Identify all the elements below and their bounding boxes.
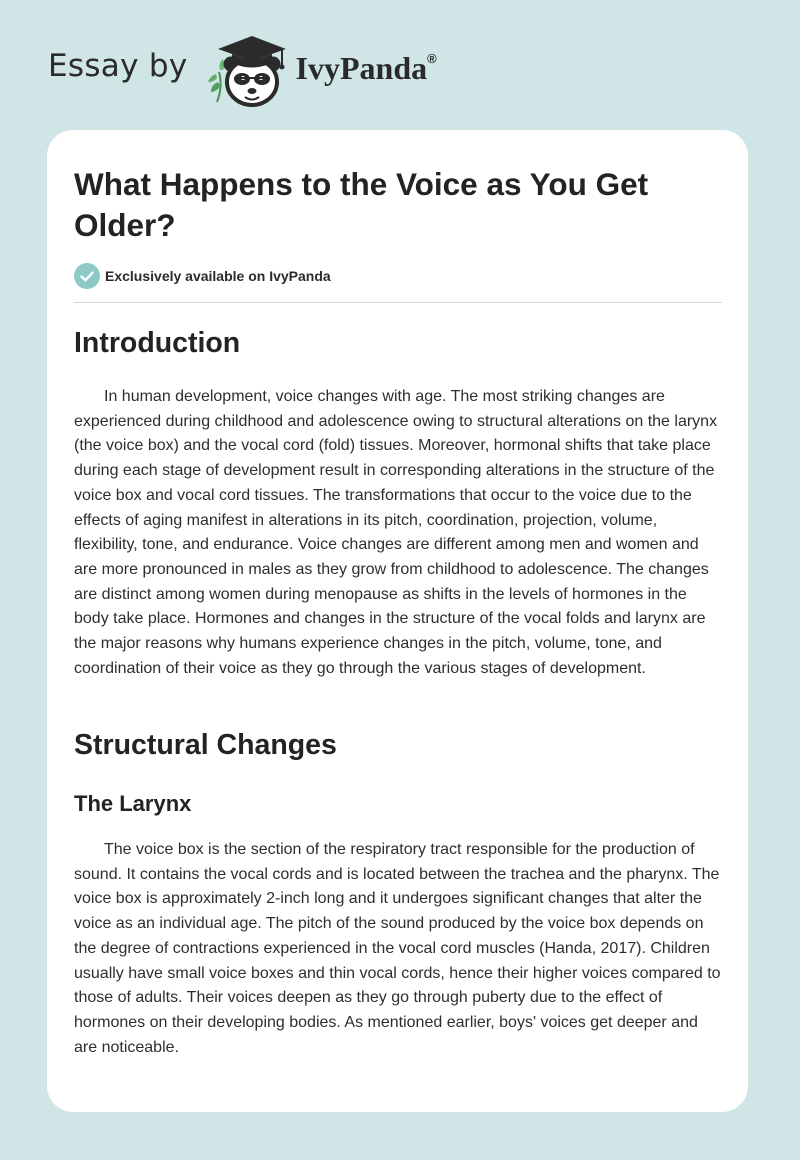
check-circle-icon <box>74 263 100 289</box>
panda-logo-icon[interactable] <box>202 30 294 110</box>
registered-mark: ® <box>427 50 437 66</box>
brand-name[interactable]: IvyPanda® <box>295 49 437 86</box>
exclusive-badge <box>74 263 331 289</box>
site-header <box>48 30 752 110</box>
section-heading-introduction: Introduction <box>74 327 241 359</box>
essay-by-label: Essay by <box>48 48 188 84</box>
paragraph-larynx: The voice box is the section of the respiratory tract responsible for the production of sound. It contains the vocal cords and is located between the trachea and the pharynx. The voice box is approximately 2-inch long and it undergoes significant changes that alter the voice as an individual age. The pitch of the sound produced by the voice box depends on the degree of contractions experienced in the vocal cord muscles (Handa, 2017). Children usually have small voice boxes and thin vocal cords, hence their higher voices compared to those of adults. Their voices deepen as they go through puberty due to the effect of hormones on their developing bodies. As mentioned earlier, boys' voices get deeper and are noticeable. <box>74 841 721 1056</box>
page-title: What Happens to the Voice as You Get Older? <box>74 166 649 243</box>
essay-card <box>47 130 748 1112</box>
exclusive-badge-label: Exclusively available on IvyPanda <box>105 268 331 284</box>
section-heading-structural-changes: Structural Changes <box>74 729 337 761</box>
subheading-larynx: The Larynx <box>74 791 192 816</box>
paragraph-introduction: In human development, voice changes with age. The most striking changes are experienced during childhood and adolescence owing to structural alterations on the larynx (the voice box) and the vocal cord (fold) tissues. Moreover, hormonal shifts that take place during each stage of development result in corresponding alterations in the structure of the voice box and vocal cord tissues. The transformations that occur to the voice due to the effects of aging manifest in alterations in its pitch, coordination, projection, volume, flexibility, tone, and endurance. Voice changes are different among men and women and are more pronounced in males as they grow from childhood to adolescence. The changes are distinct among women during menopause as shifts in the levels of hormones in the body take place. Hormones and changes in the structure of the vocal folds and larynx are the major reasons why humans experience changes in the pitch, volume, tone, and coordination of their voice as they go through the various stages of development. <box>74 388 718 677</box>
divider <box>74 302 722 303</box>
